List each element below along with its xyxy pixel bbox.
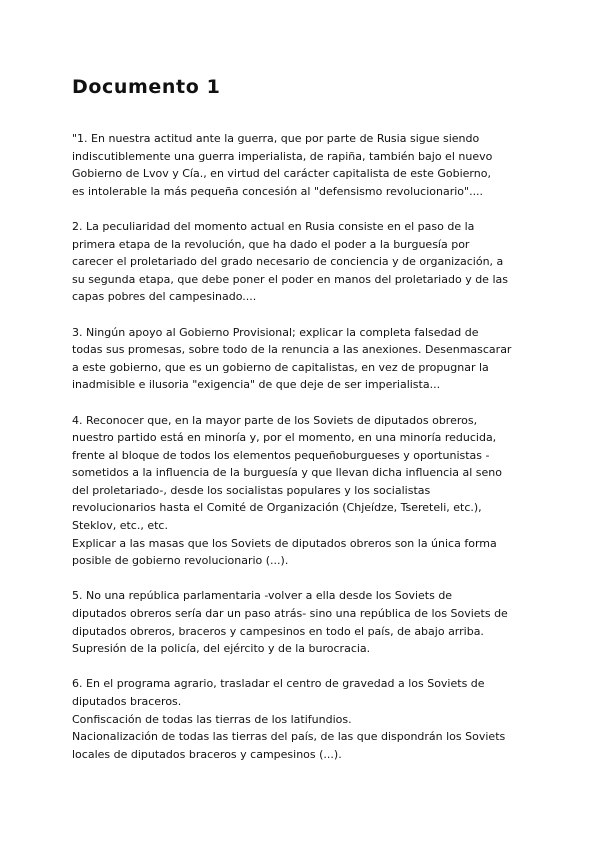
- text-line: su segunda etapa, que debe poner el poder en manos del proletariado y de las: [72, 272, 508, 286]
- text-line: capas pobres del campesinado....: [72, 290, 257, 304]
- text-line: inadmisible e ilusoria "exigencia" de que deje de ser imperialista...: [72, 378, 441, 392]
- paragraph: [72, 218, 508, 306]
- text-line: carecer el proletariado del grado necesario de conciencia y de organización, a: [72, 255, 504, 269]
- text-line: sometidos a la influencia de la burguesía y que llevan dicha influencia al seno: [72, 466, 502, 480]
- text-line: Supresión de la policía, del ejército y de la burocracia.: [72, 642, 371, 656]
- text-line: a este gobierno, que es un gobierno de capitalistas, en vez de propugnar la: [72, 360, 489, 374]
- text-line: Gobierno de Lvov y Cía., en virtud del carácter capitalista de este Gobierno,: [72, 167, 491, 181]
- text-line: 5. No una república parlamentaria -volver a ella desde los Soviets de: [72, 589, 453, 603]
- paragraph: [72, 675, 506, 763]
- text-line: posible de gobierno revolucionario (...).: [72, 554, 289, 568]
- text-line: 6. En el programa agrario, trasladar el centro de gravedad a los Soviets de: [72, 677, 485, 691]
- text-line: Explicar a las masas que los Soviets de diputados obreros son la única forma: [72, 536, 497, 550]
- text-line: frente al bloque de todos los elementos pequeñoburgueses y oportunistas -: [72, 448, 490, 462]
- text-line: es intolerable la más pequeña concesión al "defensismo revolucionario"....: [72, 184, 484, 198]
- text-line: 2. La peculiaridad del momento actual en Rusia consiste en el paso de la: [72, 219, 475, 233]
- document-title: Documento 1: [72, 76, 221, 98]
- text-line: diputados obreros sería dar un paso atrás- sino una república de los Soviets de: [72, 607, 508, 621]
- text-line: nuestro partido está en minoría y, por el momento, en una minoría reducida,: [72, 431, 497, 445]
- text-line: diputados obreros, braceros y campesinos en todo el país, de abajo arriba.: [72, 624, 484, 638]
- text-line: diputados braceros.: [72, 695, 182, 708]
- text-line: todas sus promesas, sobre todo de la renuncia a las anexiones. Desenmascarar: [72, 343, 512, 357]
- text-line: indiscutiblemente una guerra imperialista, de rapiña, también bajo el nuevo: [72, 149, 493, 163]
- text-line: primera etapa de la revolución, que ha dado el poder a la burguesía por: [72, 237, 470, 251]
- text-line: Steklov, etc., etc.: [72, 519, 168, 533]
- text-line: Confiscación de todas las tierras de los latifundios.: [72, 712, 352, 726]
- text-line: revolucionarios hasta el Comité de Organización (Chjeídze, Tsereteli, etc.),: [72, 501, 482, 515]
- text-line: del proletariado-, desde los socialistas populares y los socialistas: [72, 483, 431, 497]
- text-line: "1. En nuestra actitud ante la guerra, que por parte de Rusia sigue siendo: [72, 132, 480, 145]
- text-line: 4. Reconocer que, en la mayor parte de los Soviets de diputados obreros,: [72, 413, 478, 427]
- text-line: locales de diputados braceros y campesinos (...).: [72, 747, 342, 761]
- document-body: [72, 130, 512, 781]
- paragraph: [72, 324, 512, 394]
- paragraph: [72, 130, 493, 200]
- text-line: Nacionalización de todas las tierras del país, de las que dispondrán los Soviets: [72, 730, 506, 744]
- paragraph: [72, 412, 502, 570]
- text-line: 3. Ningún apoyo al Gobierno Provisional; explicar la completa falsedad de: [72, 325, 479, 339]
- paragraph: [72, 587, 508, 657]
